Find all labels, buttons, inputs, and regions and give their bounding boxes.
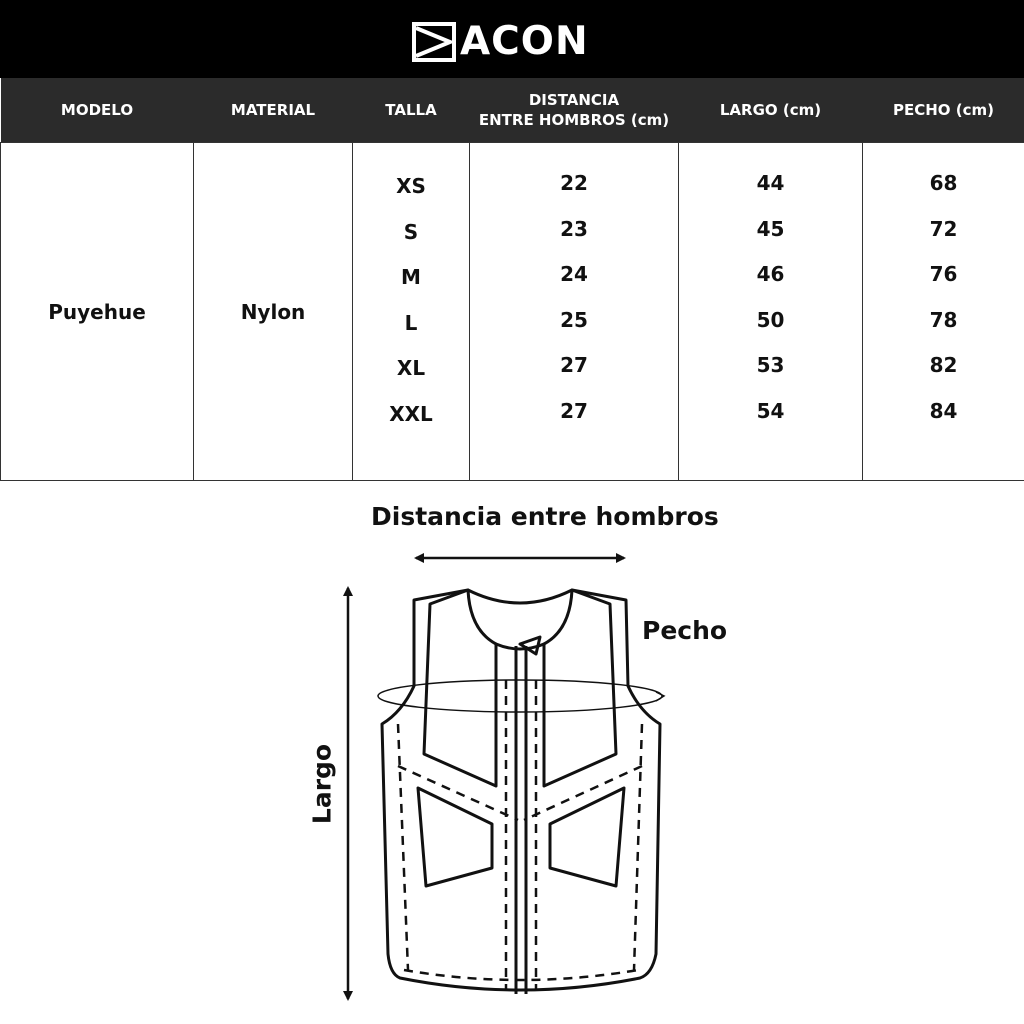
- chest-label: Pecho: [642, 616, 728, 645]
- talla-value: XXL: [389, 401, 433, 426]
- header-talla: TALLA: [353, 78, 470, 143]
- largo-value: 50: [756, 307, 785, 332]
- cell-material: Nylon: [194, 143, 353, 481]
- distancia-value: 27: [560, 398, 588, 423]
- largo-value: 53: [756, 353, 785, 377]
- pecho-value: 68: [929, 171, 958, 195]
- distancia-value: 25: [560, 307, 588, 332]
- pecho-value: 72: [929, 216, 958, 241]
- distancia-value: 22: [560, 171, 588, 195]
- acon-logo-icon: [412, 22, 456, 62]
- pecho-value: 82: [929, 353, 958, 377]
- largo-value: 44: [756, 171, 785, 195]
- shoulder-width-label: Distancia entre hombros: [371, 502, 719, 531]
- talla-value: M: [401, 265, 421, 289]
- vest-outline-icon: [0, 454, 1024, 1024]
- header-pecho: PECHO (cm): [863, 78, 1024, 143]
- pecho-value: 84: [929, 398, 958, 423]
- largo-value: 45: [756, 216, 785, 241]
- cell-distancia: [470, 143, 679, 481]
- cell-pecho: [863, 143, 1024, 481]
- largo-value: 54: [756, 398, 785, 423]
- pecho-value: 76: [929, 262, 958, 286]
- brand-bar: [0, 0, 1024, 78]
- brand-name: ACON: [460, 19, 589, 64]
- distancia-value: 24: [560, 262, 588, 286]
- talla-value: L: [404, 310, 418, 335]
- size-table: [0, 78, 1024, 481]
- pecho-value: 78: [929, 307, 958, 332]
- brand-logo: [412, 19, 589, 64]
- cell-largo: [679, 143, 863, 481]
- largo-value: 46: [756, 262, 785, 286]
- header-modelo: MODELO: [1, 78, 194, 143]
- distancia-value: 23: [560, 216, 588, 241]
- distancia-value: 27: [560, 353, 588, 377]
- talla-value: XL: [396, 356, 426, 380]
- cell-modelo: Puyehue: [1, 143, 194, 481]
- table-row: [1, 143, 1024, 481]
- header-largo: LARGO (cm): [679, 78, 863, 143]
- cell-tallas: [353, 143, 470, 481]
- length-label: Largo: [307, 743, 337, 825]
- talla-value: XS: [396, 174, 426, 198]
- table-header-row: [1, 78, 1024, 143]
- measurement-diagram: [0, 454, 1024, 1024]
- header-material: MATERIAL: [194, 78, 353, 143]
- talla-value: S: [403, 219, 419, 244]
- header-distancia: DISTANCIA ENTRE HOMBROS (cm): [470, 78, 679, 143]
